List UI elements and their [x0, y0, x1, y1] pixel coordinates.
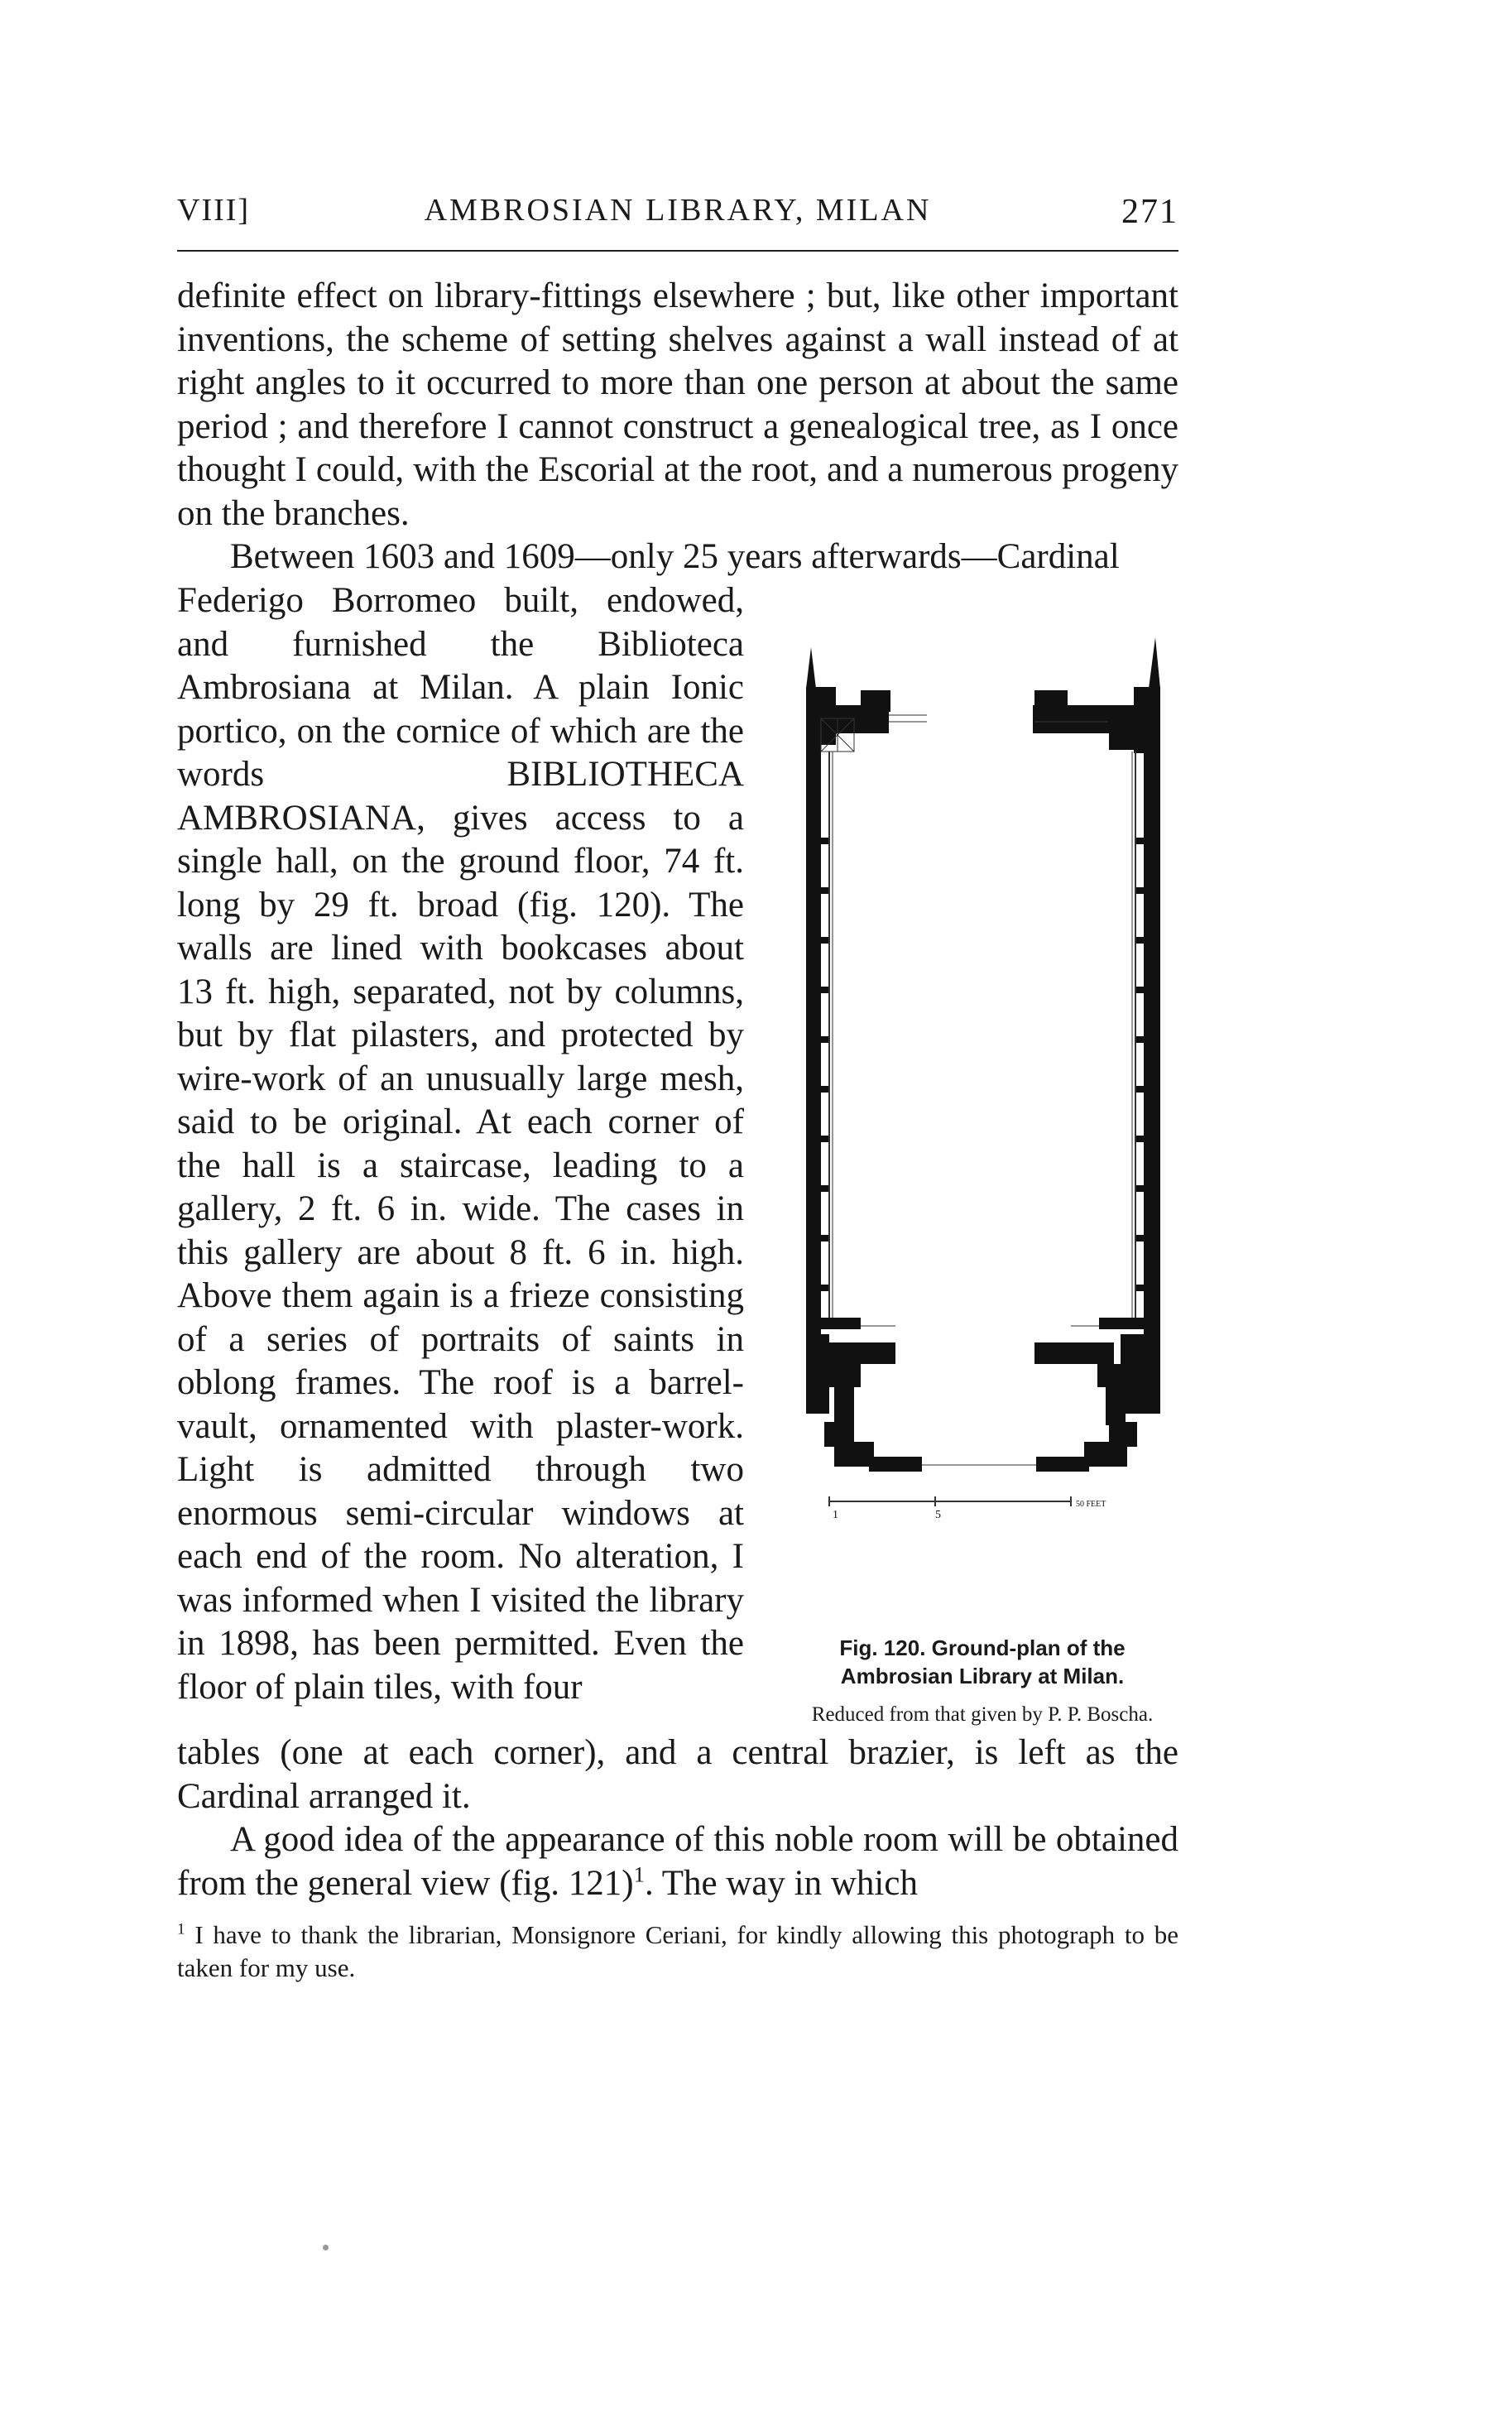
- running-title: AMBROSIAN LIBRARY, MILAN: [424, 193, 932, 228]
- scale-label-mid: 5: [935, 1509, 941, 1521]
- scale-label-end: 50 FEET: [1076, 1500, 1106, 1509]
- figure-120: [786, 589, 1178, 1728]
- figure-caption: Fig. 120. Ground-plan of the Ambrosian Library at Milan.: [839, 1635, 1126, 1688]
- paragraph-1: definite effect on library-fittings elsewhere ; but, like other important inventions, the scheme of setting shelves against a wall instead of at right angles to it occurred to more than one person at about the same period ; and therefore I cannot construct a genealogical tree, as I once thought I could, with the Escorial at the root, and a numerous progeny on the branches.: [177, 276, 1178, 533]
- paragraph-3-continuation: . The way in which: [644, 1863, 918, 1903]
- paragraph-3: [177, 1818, 1178, 1905]
- paragraph-3-text: A good idea of the appearance of this noble room will be obtained from the general view (fig. 121): [177, 1820, 1178, 1903]
- paragraph-2-wrapped-text: Federigo Borromeo built, endowed, and furnished the Biblioteca Ambrosiana at Milan. A plain Ionic portico, on the cornice of which are the words BIBLIOTHECA AMBROSIANA, gives access to a single hall, on the ground floor, 74 ft. long by 29 ft. broad (fig. 120). The walls are lined with bookcases about 13 ft. high, separated, not by columns, but by flat pilasters, and protected by wire-work of an unusually large mesh, said to be original. At each corner of the hall is a staircase, leading to a gallery, 2 ft. 6 in. wide. The cases in this gallery are about 8 ft. 6 in. high. Above them again is a frieze consisting of a series of portraits of saints in oblong frames. The roof is a barrel-vault, ornamented with plaster-work. Light is admitted through two enormous semi-circular windows at each end of the room. No alteration, I was informed when I visited the library in 1898, has been permitted. Even the floor of plain tiles, with four: [177, 581, 744, 1707]
- paper-speck: [323, 2245, 329, 2250]
- footnote: [177, 1919, 1178, 1985]
- ground-plan-drawing: [786, 589, 1178, 1616]
- paragraph-2-first-line: Between 1603 and 1609—only 25 years afterwards—Cardinal: [230, 537, 1120, 576]
- figure-credit: Reduced from that given by P. P. Boscha.: [811, 1703, 1154, 1726]
- footnote-marker: 1: [177, 1920, 185, 1938]
- footnote-text: I have to thank the librarian, Monsignore Ceriani, for kindly allowing this photograph to be taken for my use.: [177, 1920, 1178, 1982]
- running-head: [177, 192, 1178, 238]
- page-number: 271: [1121, 193, 1178, 231]
- book-page: [177, 0, 1178, 2411]
- paragraph-2-end: tables (one at each corner), and a central brazier, is left as the Cardinal arranged it.: [177, 1733, 1178, 1816]
- header-rule: [177, 250, 1178, 252]
- scale-label-start: 1: [833, 1509, 838, 1521]
- chapter-number: VIII]: [177, 193, 251, 228]
- footnote-reference: 1: [633, 1861, 645, 1887]
